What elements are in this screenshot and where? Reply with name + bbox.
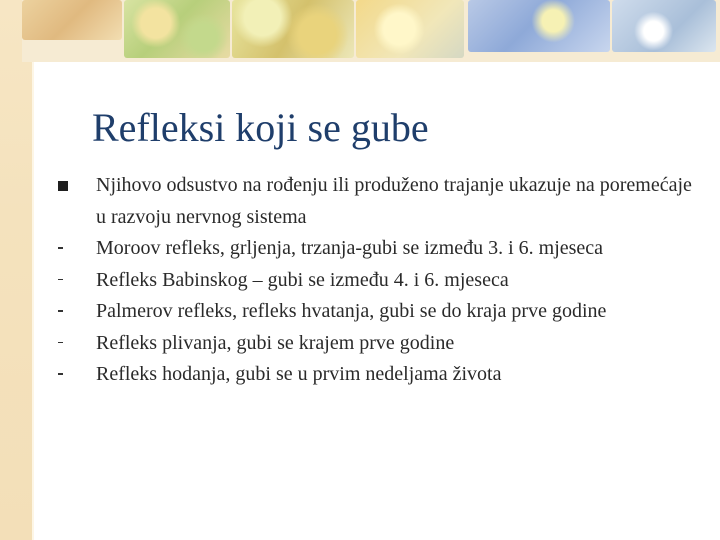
bullet-item — [56, 328, 696, 360]
bullet-text: Moroov refleks, grljenja, trzanja-gubi se između 3. i 6. mjeseca — [96, 237, 604, 259]
header-decor-image — [124, 0, 230, 58]
square-bullet-icon — [58, 181, 68, 191]
bullet-text: Palmerov refleks, refleks hvatanja, gubi se do kraja prve godine — [96, 300, 607, 322]
dash-bullet-icon — [58, 279, 63, 281]
header-decor-image — [468, 0, 610, 52]
bullet-text: Refleks plivanja, gubi se krajem prve godine — [96, 331, 455, 354]
bullet-item — [56, 359, 696, 391]
background-side-band — [0, 0, 32, 540]
dash-bullet-icon — [58, 373, 63, 375]
bullet-text: Njihovo odsustvo na rođenju ili produženo trajanje ukazuje na poremećaje u razvoju nervnog sistema — [96, 174, 692, 228]
header-decor-image — [22, 0, 122, 40]
bullet-item — [56, 265, 696, 297]
bullet-item — [56, 233, 696, 265]
dash-bullet-icon — [58, 310, 63, 312]
bullet-item — [56, 170, 696, 233]
dash-bullet-icon — [58, 247, 63, 249]
bullet-text: Refleks Babinskog – gubi se između 4. i 6. mjeseca — [96, 268, 509, 291]
slide-title: Refleksi koji se gube — [92, 105, 429, 150]
header-decor-image — [356, 0, 464, 58]
bullet-item — [56, 296, 696, 328]
bullet-text: Refleks hodanja, gubi se u prvim nedeljama života — [96, 363, 502, 385]
header-decor-image — [612, 0, 716, 52]
header-decor-image — [232, 0, 354, 58]
bullet-list — [56, 170, 696, 391]
dash-bullet-icon — [58, 342, 63, 344]
